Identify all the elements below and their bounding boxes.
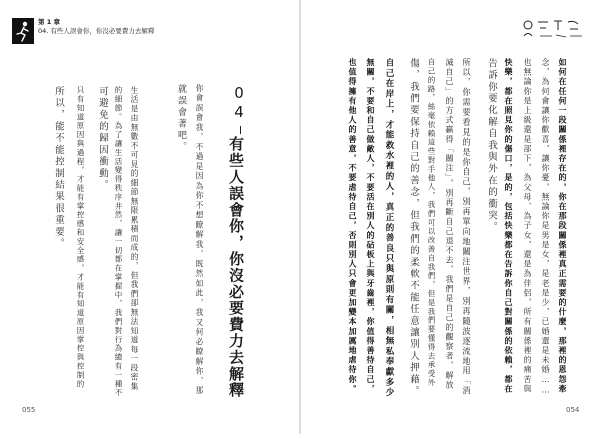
chapter-subtitle: 04. 有些人誤會你，你沒必要費力去解釋 [38, 27, 155, 35]
book-gutter [299, 0, 301, 434]
page-number: 055 [22, 406, 36, 414]
body-line: 所以，能不能控制結果很重要。 [53, 86, 64, 250]
body-line: 快樂，都在照見你的傷口，是的，包括快樂都在告訴你自己對關係的依賴，都在 [504, 58, 514, 394]
body-line: 只有知道原因與過程，才能有掌控感和安全感，才能有知道原因掌控與控制的 [76, 86, 85, 389]
page-number: 054 [566, 406, 580, 414]
body-line: 無關，不要和自己做敵人，不要活在別人的砧板上與牙齒裡，你值得善待自己， [366, 58, 376, 394]
doodle-icon [518, 16, 588, 44]
title-rule [240, 126, 241, 134]
body-line: 也無論你是上級還是部下，為父母、為子女，還是為伴侶，所有關係裡的痛苦與 [523, 58, 532, 394]
body-line: 的細節。為了讓生活變得秩序井然，讓一切都在掌握中，我們對行為總有一種不 [114, 86, 123, 398]
body-line: 自己的路，絲毫依賴這些對手他人，我們可以改善自我們，但是我們要懂得去承受外 [427, 58, 436, 388]
chapter-label: 第 1 章 [38, 18, 61, 26]
body-line: 念，為何會讓你歡喜，讓你憂，無論你是男是女，是老是少，已婚還是未婚…… [541, 58, 550, 396]
body-line: 所以，你需要看見的是你自己，別再單向地關注世界，別再隨波逐流地用「消 [462, 58, 472, 397]
body-line: 自己在岸上，才能救水裡的人，真正的善良只與原則有關，相無私奉獻多少 [384, 58, 394, 398]
page-title: 有些人誤會你，你沒必要費力去解釋 [227, 136, 245, 399]
quote-line: 就誤會著吧。 [176, 84, 186, 153]
body-line: 傷，我們要保持自己的善念，但我們的柔軟不能任意讓別人押藉。 [408, 58, 419, 398]
body-line: 生活是由無數不可見的細節無限累積而成的，但我們卻無法知道每一段密集 [130, 86, 139, 392]
body-line: 也值得擁有他人的善意，不要虐待自己，否則別人只會更加變本加厲地虐待你。 [348, 58, 358, 394]
running-figure-icon [12, 18, 34, 44]
body-line: 告訴你要化解自我與外在的衝突。 [486, 58, 497, 234]
quote-line: 你會誤會我，不過是因為你不想瞭解我，既然如此，我又何必瞭解你，那 [195, 84, 204, 396]
title-number: 04 [230, 84, 248, 122]
chapter-header [38, 18, 154, 36]
body-line: 如何在任何一段關係裡存在的，你在那段關係裡真正需要的什麼，那裡的恩怨牽 [558, 58, 568, 394]
body-line: 滅自己」的方式贏得「關注」，別再斷自己退不去，我們是自己的觀察者，解放 [445, 58, 454, 390]
body-line: 可避免的歸因衝動。 [97, 86, 108, 192]
